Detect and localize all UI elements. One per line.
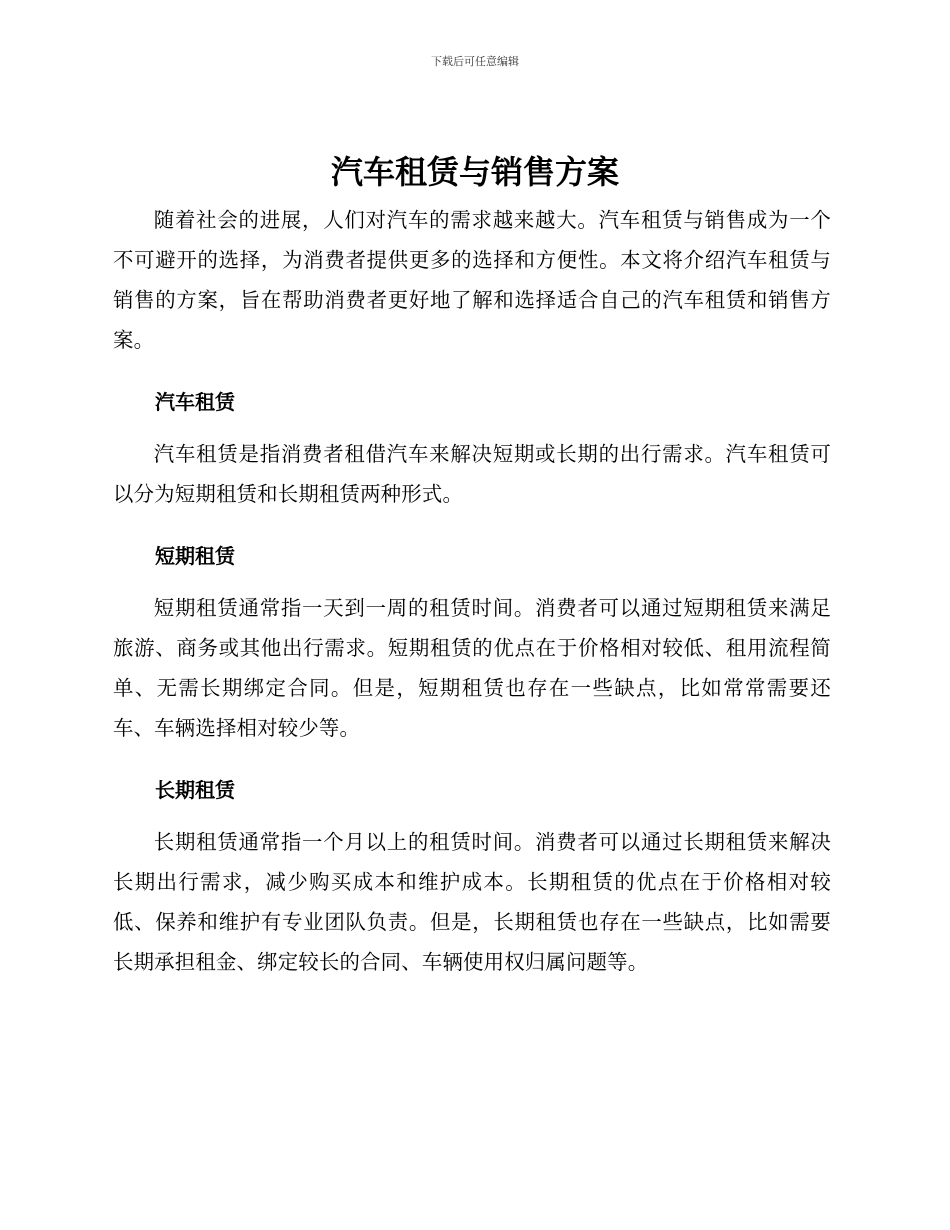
section-body-long-term: 长期租赁通常指一个月以上的租赁时间。消费者可以通过长期租赁来解决长期出行需求，减少购买成本和维护成本。长期租赁的优点在于价格相对较低、保养和维护有专业团队负责。但是，长期租赁也存在一些缺点，比如需要长期承担租金、绑定较长的合同、车辆使用权归属问题等。 — [113, 830, 831, 974]
spacer — [113, 576, 831, 588]
spacer — [113, 360, 831, 382]
document-title: 汽车租赁与销售方案 — [330, 153, 619, 191]
page-header-note: 下载后可任意编辑 — [431, 55, 519, 68]
section-heading-car-rental: 汽车租赁 — [155, 390, 235, 414]
section-heading-long-term: 长期租赁 — [155, 778, 235, 802]
section-heading-short-term: 短期租赁 — [155, 544, 235, 568]
spacer — [113, 748, 831, 770]
section-body-short-term: 短期租赁通常指一天到一周的租赁时间。消费者可以通过短期租赁来满足旅游、商务或其他出行需求。短期租赁的优点在于价格相对较低、租用流程简单、无需长期绑定合同。但是，短期租赁也存在一些缺点，比如常常需要还车、车辆选择相对较少等。 — [113, 596, 831, 740]
document-body — [113, 200, 831, 982]
section-body-car-rental: 汽车租赁是指消费者租借汽车来解决短期或长期的出行需求。汽车租赁可以分为短期租赁和长期租赁两种形式。 — [113, 442, 831, 506]
spacer — [113, 514, 831, 536]
spacer — [113, 422, 831, 434]
intro-paragraph: 随着社会的进展，人们对汽车的需求越来越大。汽车租赁与销售成为一个不可避开的选择，为消费者提供更多的选择和方便性。本文将介绍汽车租赁与销售的方案，旨在帮助消费者更好地了解和选择适合自己的汽车租赁和销售方案。 — [113, 208, 831, 352]
spacer — [113, 810, 831, 822]
